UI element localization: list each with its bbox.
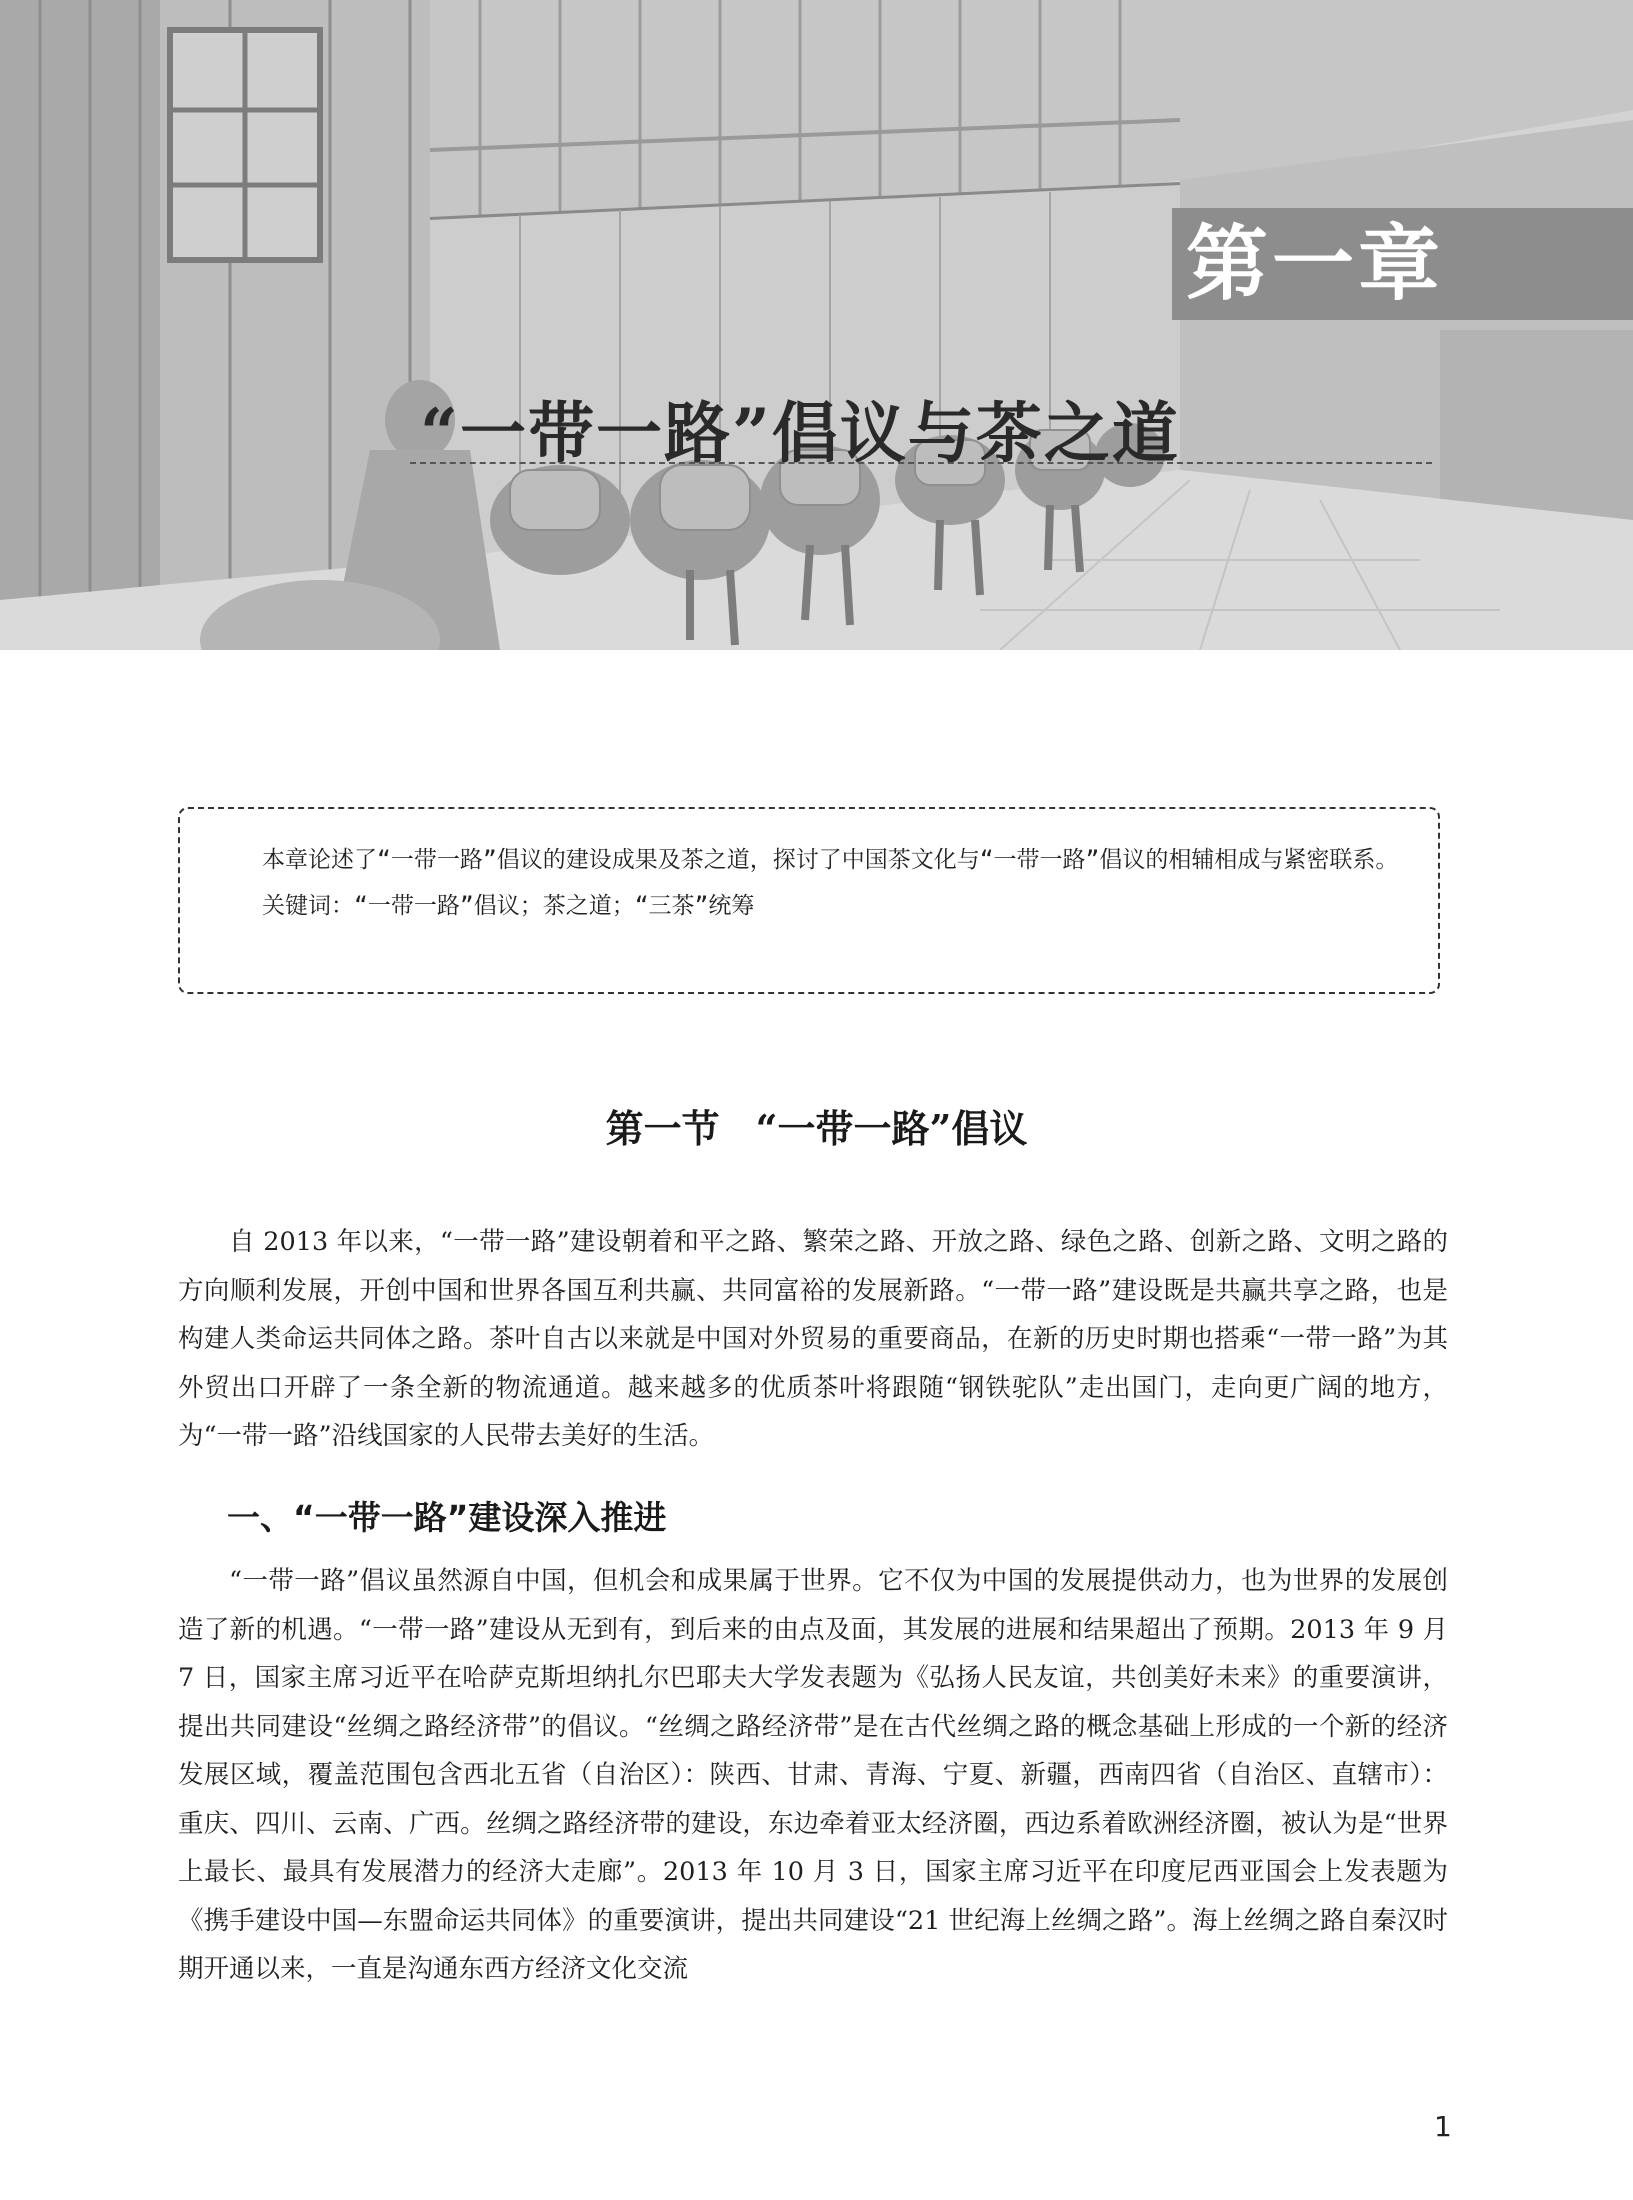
intro-paragraph: 自 2013 年以来，“一带一路”建设朝着和平之路、繁荣之路、开放之路、绿色之路、创新之路、文明之路的方向顺利发展，开创中国和世界各国互利共赢、共同富裕的发展新路。“一带一路”建设既是共赢共享之路，也是构建人类命运共同体之路。茶叶自古以来就是中国对外贸易的重要商品，在新的历史时期也搭乘“一带一路”为其外贸出口开辟了一条全新的物流通道。越来越多的优质茶叶将跟随“钢铁驼队”走出国门，走向更广阔的地方，为“一带一路”沿线国家的人民带去美好的生活。 (178, 1227, 1448, 1451)
chapter-title: “一带一路”倡议与茶之道 (420, 394, 1180, 472)
old-street-caravan-photo (0, 0, 1633, 650)
chapter-abstract-box (178, 807, 1440, 994)
subsection-heading: 一、“一带一路”建设深入推进 (227, 1498, 667, 1537)
title-dashed-divider (410, 462, 1432, 464)
abstract-keywords: 关键词：“一带一路”倡议；茶之道；“三茶”统筹 (262, 893, 755, 919)
chapter-number-label: 第一章 (1172, 208, 1633, 320)
body-paragraph: “一带一路”倡议虽然源自中国，但机会和成果属于世界。它不仅为中国的发展提供动力，也为世界的发展创造了新的机遇。“一带一路”建设从无到有，到后来的由点及面，其发展的进展和结果超出了预期。2013 年 9 月 7 日，国家主席习近平在哈萨克斯坦纳扎尔巴耶夫大学发表题为《弘扬人民友谊，共创美好未来》的重要演讲，提出共同建设“丝绸之路经济带”的倡议。“丝绸之路经济带”是在古代丝绸之路的概念基础上形成的一个新的经济发展区域，覆盖范围包含西北五省（自治区）：陕西、甘肃、青海、宁夏、新疆，西南四省（自治区、直辖市）：重庆、四川、云南、广西。丝绸之路经济带的建设，东边牵着亚太经济圈，西边系着欧洲经济圈，被认为是“世界上最长、最具有发展潜力的经济大走廊”。2013 年 10 月 3 日，国家主席习近平在印度尼西亚国会上发表题为《携手建设中国—东盟命运共同体》的重要演讲，提出共同建设“21 世纪海上丝绸之路”。海上丝绸之路自秦汉时期开通以来，一直是沟通东西方经济文化交流 (178, 1566, 1448, 1984)
abstract-summary: 本章论述了“一带一路”倡议的建设成果及茶之道，探讨了中国茶文化与“一带一路”倡议的相辅相成与紧密联系。 (262, 847, 1399, 873)
section-number: 第一节 (605, 1106, 720, 1151)
section-title: “一带一路”倡议 (755, 1106, 1028, 1151)
page-number: 1 (1434, 2110, 1452, 2143)
chapter-header-photo (0, 0, 1633, 650)
section-heading (0, 1098, 1633, 1153)
